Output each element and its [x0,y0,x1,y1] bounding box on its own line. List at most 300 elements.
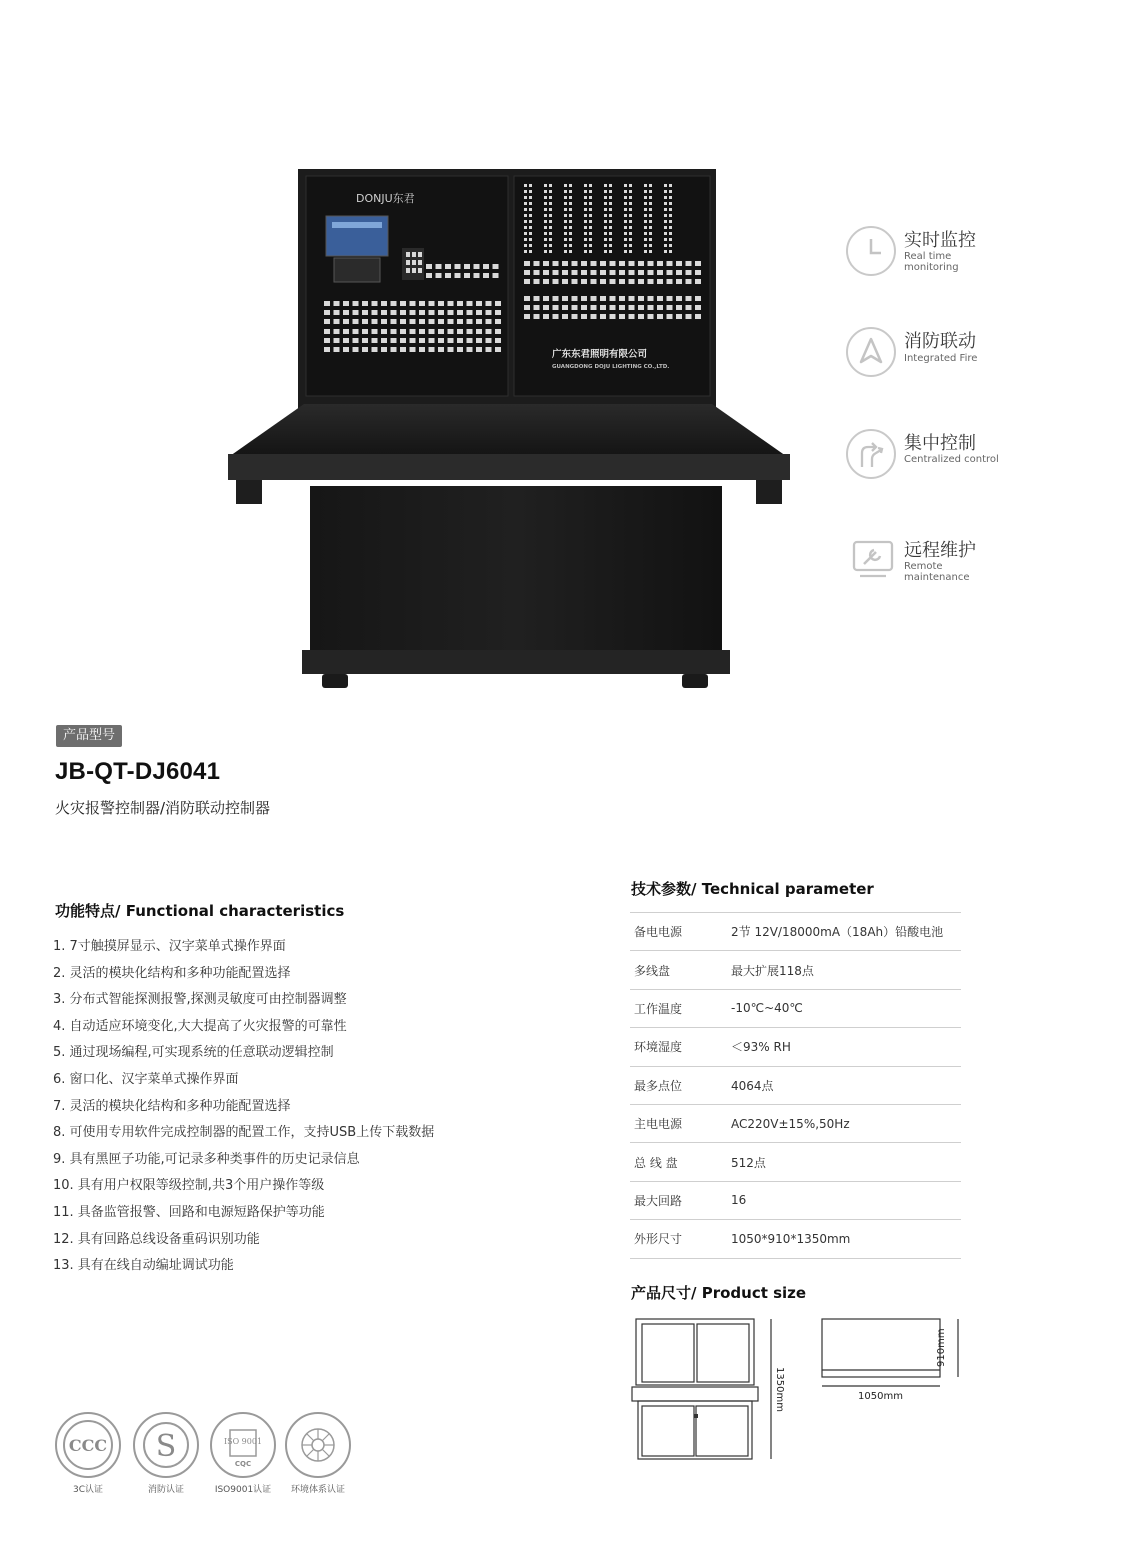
panel-button [562,270,568,275]
panel-button [591,279,597,284]
param-value: 最大扩展118点 [731,963,814,978]
table-row [630,990,961,1028]
panel-button [648,314,654,319]
feature-integrated-fire [846,327,1046,385]
panel-button [564,214,567,217]
param-name: 工作温度 [634,1001,683,1016]
panel-button [467,319,473,324]
panel-button [629,261,635,266]
panel-button [544,208,547,211]
panel-button [362,338,368,343]
panel-button [564,250,567,253]
panel-button [564,196,567,199]
panel-button [406,252,410,257]
panel-button [619,270,625,275]
list-item: 9. 具有黑匣子功能,可记录多种类事件的历史记录信息 [53,1151,360,1167]
panel-button [324,329,330,334]
cert-label: 消防认证 [147,1485,184,1495]
panel-button [629,296,635,301]
param-value: AC220V±15%,50Hz [731,1116,850,1131]
panel-button [529,214,532,217]
panel-button [400,319,406,324]
panel-button [609,232,612,235]
panel-button [638,261,644,266]
panel-button [629,202,632,205]
panel-button [564,232,567,235]
panel-button [391,310,397,315]
panel-button [600,305,606,310]
technical-table [630,912,961,1259]
feature-subtitle: Real time monitoring [904,251,959,273]
panel-button [564,190,567,193]
param-name: 外形尺寸 [634,1232,683,1247]
feature-remote-maintenance [846,536,1046,594]
panel-button [549,184,552,187]
param-name: 最大回路 [634,1193,683,1208]
panel-button [493,264,499,269]
panel-button [589,208,592,211]
panel-button [457,347,463,352]
panel-button [589,184,592,187]
panel-button [604,190,607,193]
panel-button [609,196,612,199]
panel-button [412,260,416,265]
panel-button [406,260,410,265]
panel-button [649,250,652,253]
panel-button [629,190,632,193]
panel-button [591,314,597,319]
panel-button [544,244,547,247]
panel-button [619,261,625,266]
panel-button [343,329,349,334]
panel-button [381,347,387,352]
panel-button [649,220,652,223]
panel-button [604,214,607,217]
panel-button [638,279,644,284]
model-number: JB-QT-DJ6041 [55,758,221,785]
panel-button [629,208,632,211]
panel-button [562,261,568,266]
panel-button [584,214,587,217]
panel-button [410,319,416,324]
panel-button [649,208,652,211]
panel-button [476,329,482,334]
feature-title: 消防联动 [904,331,976,352]
panel-button [581,261,587,266]
panel-button [604,184,607,187]
panel-button [400,347,406,352]
panel-button [391,329,397,334]
panel-button [589,250,592,253]
cert-sub: CQC [234,1460,252,1468]
panel-button [524,238,527,241]
panel-button [609,250,612,253]
panel-button [644,226,647,229]
panel-button [664,232,667,235]
panel-button [604,232,607,235]
panel-button [534,279,540,284]
panel-button [624,190,627,193]
list-item: 5. 通过现场编程,可实现系统的任意联动逻辑控制 [53,1045,334,1061]
panel-button [448,310,454,315]
panel-button [372,310,378,315]
panel-button [549,226,552,229]
panel-button [372,319,378,324]
panel-button [664,244,667,247]
panel-button [669,208,672,211]
panel-button [524,202,527,205]
panel-button [391,319,397,324]
panel-button [486,301,492,306]
panel-button [629,220,632,223]
company-name-en: GUANGDONG DOJU LIGHTING CO.,LTD. [552,364,670,370]
panel-button [486,310,492,315]
panel-button [467,338,473,343]
panel-button [569,232,572,235]
panel-button [562,305,568,310]
panel-button [553,296,559,301]
panel-button [553,270,559,275]
panel-button [584,232,587,235]
panel-button [334,319,340,324]
panel-button [524,314,530,319]
panel-button [564,244,567,247]
list-item: 7. 灵活的模块化结构和多种功能配置选择 [53,1098,291,1114]
panel-button [624,214,627,217]
panel-button [686,305,692,310]
panel-button [400,301,406,306]
list-item: 1. 7寸触摸屏显示、汉字菜单式操作界面 [53,939,286,954]
panel-button [426,273,432,278]
panel-button [667,279,673,284]
panel-button [604,244,607,247]
panel-button [529,232,532,235]
panel-button [667,296,673,301]
panel-button [569,220,572,223]
panel-button [529,202,532,205]
panel-button [438,310,444,315]
panel-button [543,314,549,319]
panel-button [604,238,607,241]
panel-button [544,232,547,235]
panel-button [589,214,592,217]
panel-button [664,226,667,229]
panel-button [569,184,572,187]
panel-button [669,202,672,205]
panel-button [429,338,435,343]
panel-button [476,310,482,315]
panel-button [624,244,627,247]
panel-button [600,270,606,275]
panel-button [676,296,682,301]
panel-button [572,270,578,275]
panel-button [581,279,587,284]
panel-button [589,238,592,241]
panel-button [664,196,667,199]
panel-button [467,329,473,334]
panel-button [529,208,532,211]
panel-button [448,347,454,352]
ccc-icon [55,1412,121,1478]
panel-button [695,296,701,301]
panel-button [584,238,587,241]
panel-button [436,273,442,278]
panel-button [467,301,473,306]
list-item: 2. 灵活的模块化结构和多种功能配置选择 [53,965,291,981]
list-item: 12. 具有回路总线设备重码识别功能 [53,1231,260,1247]
panel-button [581,314,587,319]
panel-button [486,329,492,334]
table-row [630,1220,961,1258]
param-value: 2节 12V/18000mA（18Ah）铅酸电池 [731,925,944,940]
panel-button [524,244,527,247]
panel-button [569,226,572,229]
panel-button [353,347,359,352]
panel-button [324,338,330,343]
iso9001-icon [210,1412,276,1478]
panel-button [400,310,406,315]
panel-button [695,279,701,284]
list-item: 10. 具有用户权限等级控制,共3个用户操作等级 [53,1178,325,1194]
panel-button [569,250,572,253]
panel-button [604,196,607,199]
technical-title: 技术参数/ Technical parameter [631,880,874,898]
product-subtitle: 火灾报警控制器/消防联动控制器 [55,799,271,817]
panel-button [362,329,368,334]
panel-button [584,202,587,205]
panel-button [669,214,672,217]
panel-button [664,250,667,253]
panel-button [667,261,673,266]
panel-button [695,261,701,266]
panel-button [524,305,530,310]
panel-button [400,329,406,334]
fire-s-icon [133,1412,199,1478]
panel-button [657,314,663,319]
panel-button [649,238,652,241]
panel-button [572,296,578,301]
panel-button [648,261,654,266]
panel-button [584,184,587,187]
panel-button [476,301,482,306]
panel-button [476,338,482,343]
param-value: 512点 [731,1155,766,1170]
panel-button [549,190,552,193]
panel-button [353,338,359,343]
list-item: 6. 窗口化、汉字菜单式操作界面 [53,1071,239,1087]
panel-button [436,264,442,269]
panel-button [324,319,330,324]
panel-button [534,261,540,266]
panel-button [467,347,473,352]
panel-button [581,305,587,310]
panel-button [324,347,330,352]
panel-button [343,338,349,343]
panel-button [604,226,607,229]
panel-button [419,329,425,334]
param-name: 备电电源 [634,925,683,940]
panel-button [464,273,470,278]
panel-button [334,347,340,352]
panel-button [410,329,416,334]
panel-button [686,314,692,319]
functional-title: 功能特点/ Functional characteristics [55,902,345,920]
panel-button [644,250,647,253]
panel-button [553,314,559,319]
panel-button [644,238,647,241]
panel-button [418,252,422,257]
panel-button [569,244,572,247]
panel-button [429,301,435,306]
product-size-title: 产品尺寸/ Product size [631,1284,807,1302]
panel-button [529,184,532,187]
panel-button [438,347,444,352]
panel-button [629,250,632,253]
panel-button [584,190,587,193]
panel-button [562,296,568,301]
panel-button [629,314,635,319]
panel-button [524,279,530,284]
panel-button [464,264,470,269]
cert-mark: ISO 9001 [223,1437,263,1446]
model-tag: 产品型号 [56,725,122,747]
panel-button [543,279,549,284]
panel-button [610,279,616,284]
panel-button [429,347,435,352]
panel-button [381,329,387,334]
panel-button [438,329,444,334]
panel-button [664,208,667,211]
panel-button [584,208,587,211]
panel-button [324,310,330,315]
panel-button [584,250,587,253]
panel-button [372,338,378,343]
panel-button [591,270,597,275]
wrench-monitor-icon [852,540,894,580]
panel-button [429,310,435,315]
table-row [630,1067,961,1105]
param-value: 1050*910*1350mm [731,1231,851,1246]
panel-button [619,279,625,284]
param-name: 多线盘 [634,963,671,978]
panel-button [644,196,647,199]
panel-button [544,214,547,217]
panel-button [438,319,444,324]
cert-environment [283,1412,353,1495]
panel-button [524,250,527,253]
panel-button [572,279,578,284]
panel-button [695,305,701,310]
panel-button [569,214,572,217]
param-value: 4064点 [731,1078,774,1093]
panel-button [324,301,330,306]
panel-button [476,319,482,324]
panel-button [669,232,672,235]
panel-button [419,301,425,306]
panel-button [486,319,492,324]
panel-button [529,238,532,241]
list-item: 4. 自动适应环境变化,大大提高了火灾报警的可靠性 [53,1018,347,1034]
panel-button [664,220,667,223]
panel-button [372,301,378,306]
panel-button [591,305,597,310]
panel-button [676,261,682,266]
panel-button [529,244,532,247]
panel-button [553,305,559,310]
panel-button [629,244,632,247]
panel-button [569,196,572,199]
panel-button [619,305,625,310]
list-item: 13. 具有在线自动编址调试功能 [53,1258,234,1274]
panel-button [455,273,461,278]
panel-button [524,296,530,301]
panel-button [629,238,632,241]
panel-button [686,270,692,275]
panel-button [624,196,627,199]
list-item: 11. 具备监管报警、回路和电源短路保护等功能 [53,1204,325,1220]
panel-button [334,310,340,315]
feature-title: 远程维护 [904,540,976,561]
panel-button [410,310,416,315]
panel-button [572,261,578,266]
panel-button [549,232,552,235]
clock-icon [846,226,896,276]
panel-button [381,310,387,315]
panel-button [457,338,463,343]
panel-button [353,310,359,315]
panel-button [589,244,592,247]
panel-button [445,264,451,269]
panel-button [609,244,612,247]
panel-button [644,184,647,187]
branch-arrows-icon [846,429,896,479]
panel-button [686,296,692,301]
param-name: 总 线 盘 [634,1155,678,1170]
functional-list [53,935,434,1281]
panel-button [544,220,547,223]
panel-button [649,202,652,205]
panel-button [524,220,527,223]
panel-button [457,329,463,334]
panel-button [564,184,567,187]
panel-button [610,270,616,275]
panel-button [644,202,647,205]
panel-button [455,264,461,269]
feature-realtime-monitoring [846,226,1046,284]
panel-button [584,226,587,229]
panel-button [669,196,672,199]
panel-button [381,301,387,306]
table-row [630,951,961,989]
panel-button [495,329,501,334]
panel-button [648,270,654,275]
panel-button [581,270,587,275]
panel-button [657,261,663,266]
panel-button [391,338,397,343]
panel-button [362,301,368,306]
panel-button [483,264,489,269]
panel-button [426,264,432,269]
table-row [630,1143,961,1181]
panel-button [343,347,349,352]
panel-button [544,238,547,241]
cert-label: 环境体系认证 [290,1485,345,1495]
panel-button [581,296,587,301]
cert-mark: S [155,1429,177,1464]
table-row [630,913,961,951]
panel-button [686,261,692,266]
panel-button [664,190,667,193]
